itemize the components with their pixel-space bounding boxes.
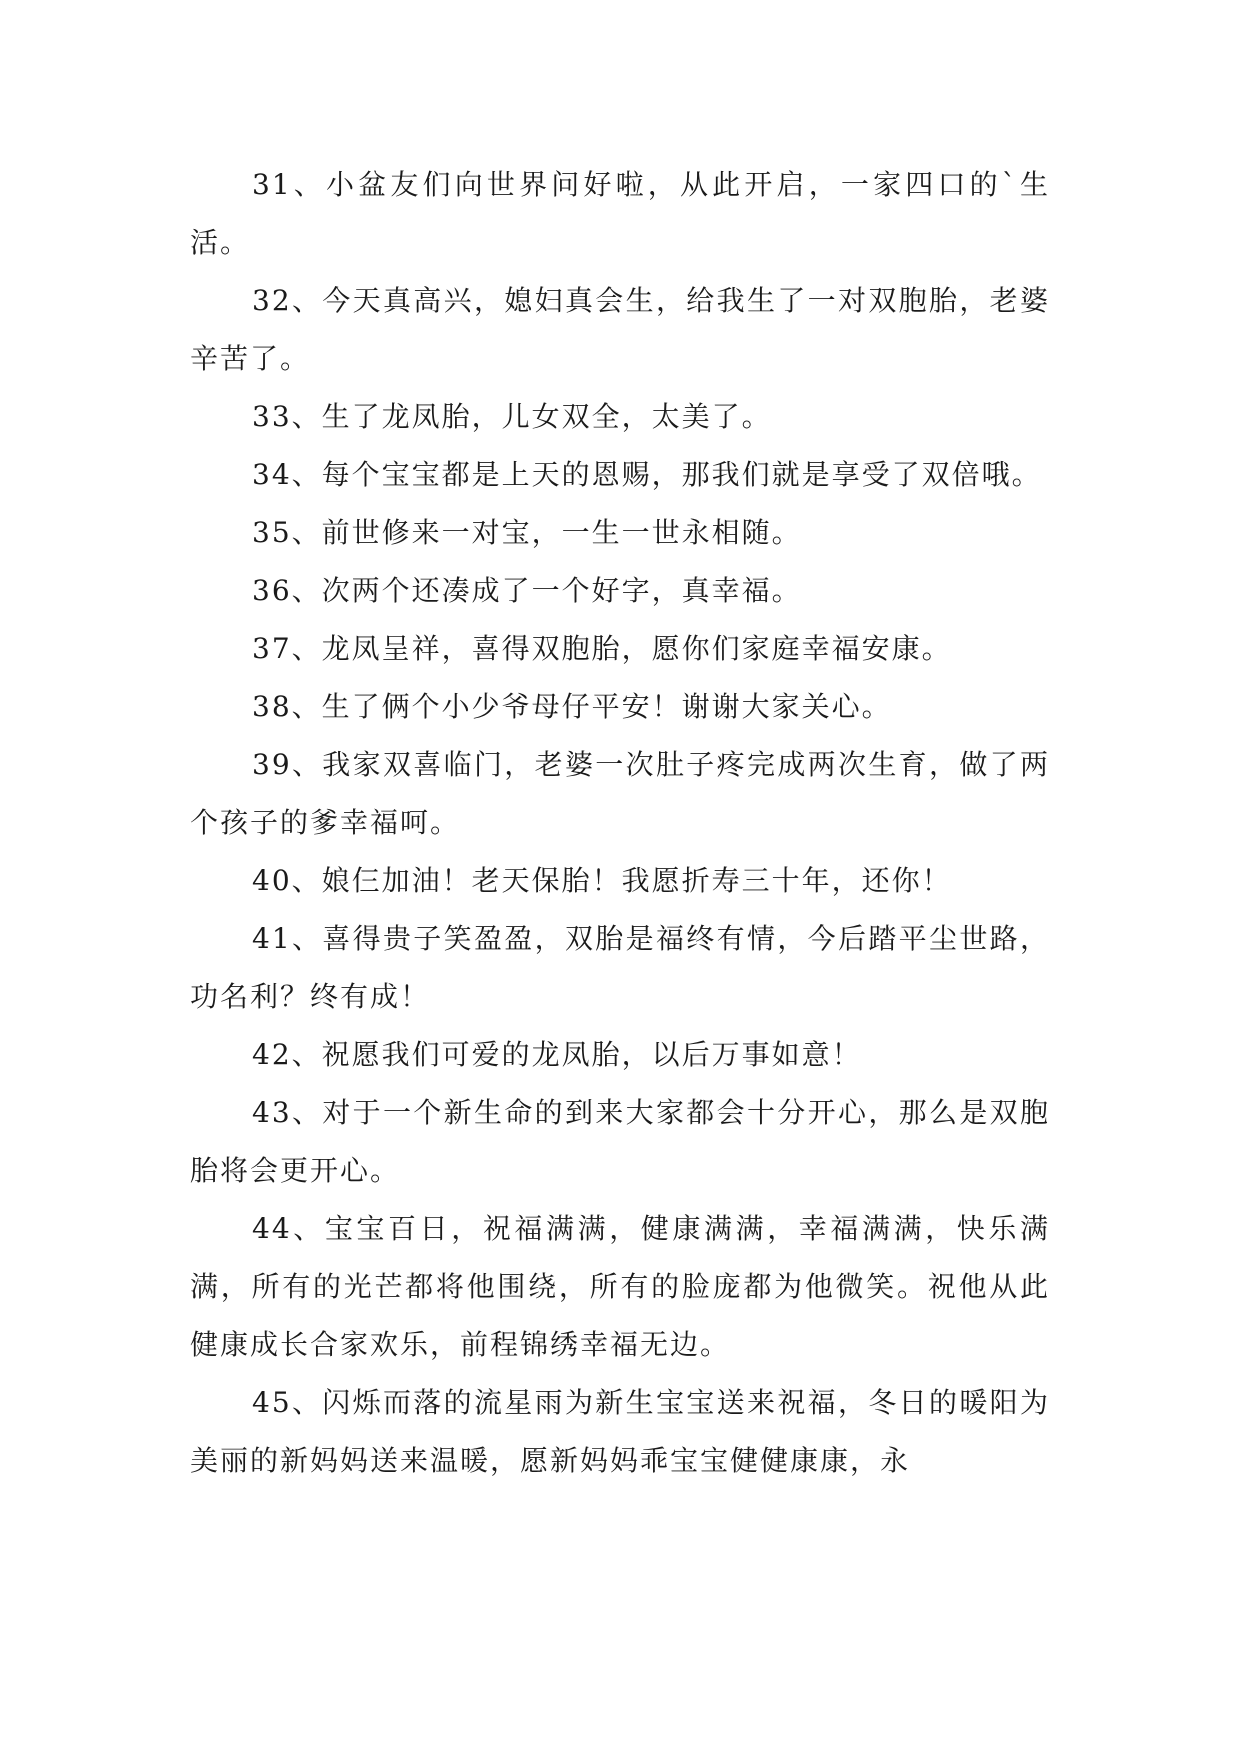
paragraph-32: 32、今天真高兴，媳妇真会生，给我生了一对双胞胎，老婆辛苦了。	[190, 284, 1050, 375]
paragraph-37: 37、龙凤呈祥，喜得双胞胎，愿你们家庭幸福安康。	[252, 632, 952, 665]
paragraph-38: 38、生了俩个小少爷母仔平安！谢谢大家关心。	[252, 690, 892, 723]
paragraph-34: 34、每个宝宝都是上天的恩赐，那我们就是享受了双倍哦。	[252, 458, 1042, 491]
paragraph-42: 42、祝愿我们可爱的龙凤胎，以后万事如意！	[252, 1038, 862, 1071]
paragraph-45: 45、闪烁而落的流星雨为新生宝宝送来祝福，冬日的暖阳为美丽的新妈妈送来温暖，愿新妈妈乖宝宝健健康康，永	[190, 1386, 1050, 1477]
paragraph-40: 40、娘仨加油！老天保胎！我愿折寿三十年，还你！	[252, 864, 952, 897]
paragraph-39: 39、我家双喜临门，老婆一次肚子疼完成两次生育，做了两个孩子的爹幸福呵。	[190, 748, 1050, 839]
paragraph-41: 41、喜得贵子笑盈盈，双胎是福终有情，今后踏平尘世路，功名利？终有成！	[190, 922, 1050, 1013]
paragraph-35: 35、前世修来一对宝，一生一世永相随。	[252, 516, 802, 549]
paragraph-33: 33、生了龙凤胎，儿女双全，太美了。	[252, 400, 772, 433]
paragraph-43: 43、对于一个新生命的到来大家都会十分开心，那么是双胞胎将会更开心。	[190, 1096, 1050, 1187]
paragraph-31: 31、小盆友们向世界问好啦，从此开启，一家四口的`生活。	[190, 168, 1050, 259]
document-page	[190, 156, 1050, 1490]
paragraph-36: 36、次两个还凑成了一个好字，真幸福。	[252, 574, 802, 607]
paragraph-44: 44、宝宝百日，祝福满满，健康满满，幸福满满，快乐满满，所有的光芒都将他围绕，所有的脸庞都为他微笑。祝他从此健康成长合家欢乐，前程锦绣幸福无边。	[190, 1212, 1050, 1361]
